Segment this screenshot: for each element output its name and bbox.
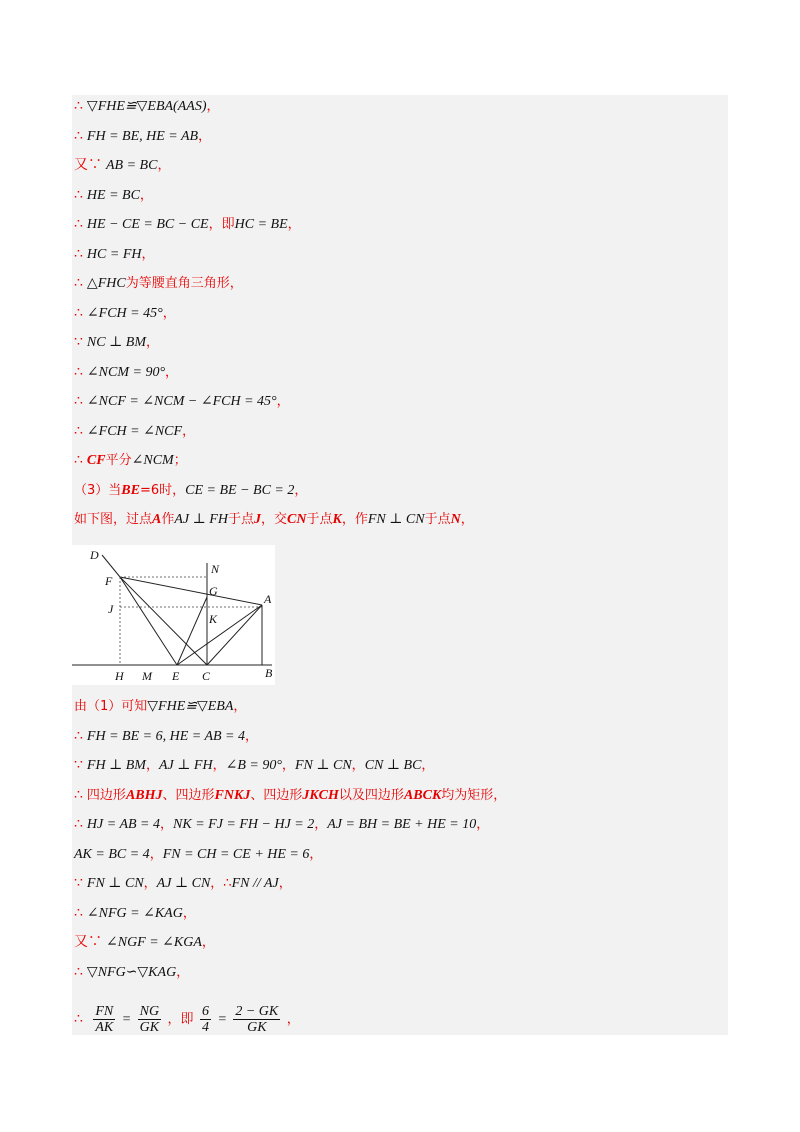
fraction-numerator: 6	[202, 1003, 209, 1019]
text-fragment: ，	[309, 846, 323, 862]
math-expression: HE − CE = BC − CE	[86, 217, 209, 232]
logic-symbol: ∴	[74, 786, 83, 803]
logic-symbol: ∴	[74, 275, 83, 291]
math-expression: N	[450, 512, 461, 527]
math-expression: AK = BC = 4	[74, 846, 150, 862]
math-expression: ∠B = 90°	[225, 758, 282, 773]
line-FC	[120, 577, 207, 665]
label-A: A	[264, 592, 272, 606]
text-fragment: ，	[143, 876, 157, 891]
logic-symbol: ∴	[74, 816, 83, 832]
text-fragment: 于点	[227, 512, 254, 527]
logic-symbol: ∵	[74, 875, 83, 891]
text-line	[74, 478, 307, 502]
text-fragment: =6时，	[139, 482, 186, 498]
text-fragment: ，	[233, 699, 247, 714]
text-fragment: ，	[476, 817, 490, 832]
math-expression: HE = BC	[86, 187, 140, 203]
text-fragment: ，	[314, 817, 328, 832]
text-line	[74, 812, 489, 836]
logic-symbol: ∴	[74, 304, 83, 321]
text-line	[74, 242, 155, 266]
logic-symbol: ∴	[74, 393, 83, 409]
text-fragment: ，	[198, 128, 212, 144]
text-fragment: ，交	[260, 512, 287, 527]
logic-symbol: ∵	[74, 334, 83, 350]
fraction-2-GK	[233, 1004, 280, 1035]
math-expression: HC = BE	[234, 217, 288, 232]
math-expression: JKCH	[302, 787, 339, 803]
math-expression: AJ = BH = BE + HE = 10	[327, 817, 477, 832]
math-expression: ∠NGF = ∠KGA	[106, 935, 202, 950]
math-expression: ∠FCH = ∠NCF	[86, 423, 183, 439]
math-expression: ∠FCH = 45°	[86, 305, 163, 321]
geometry-diagram	[72, 545, 275, 685]
text-fragment: ，	[145, 335, 159, 350]
math-expression: △FHC	[86, 276, 126, 291]
punctuation: ，	[286, 1012, 300, 1027]
math-expression: ABCK	[403, 787, 442, 803]
text-fragment: ，	[276, 394, 290, 409]
line-FE	[120, 577, 177, 665]
final-equation-line	[74, 1002, 300, 1036]
fraction-numerator: 2 − GK	[235, 1003, 279, 1019]
text-line	[74, 783, 506, 807]
fraction-numerator: FN	[95, 1003, 114, 1019]
fraction-denominator: GK	[139, 1019, 160, 1035]
math-expression: ABHJ	[125, 787, 163, 803]
math-expression: FH = BE = 6, HE = AB = 4	[86, 728, 245, 744]
text-line	[74, 930, 215, 954]
fraction-FN-AK	[93, 1004, 115, 1035]
label-J: J	[108, 602, 114, 616]
text-line	[74, 901, 196, 925]
math-expression: ∠NCM	[131, 453, 174, 468]
text-fragment: ，	[182, 423, 196, 439]
text-line	[74, 330, 159, 354]
math-expression: FNKJ	[214, 787, 251, 803]
text-line	[74, 694, 246, 718]
text-fragment: ，	[165, 364, 179, 380]
text-fragment: 为等腰直角三角形，	[125, 276, 243, 291]
logic-symbol: ∴	[74, 186, 83, 203]
math-expression: ▽FHE≌▽EBA	[147, 699, 234, 714]
text-fragment: ，	[294, 482, 308, 498]
text-fragment: ，	[145, 758, 159, 773]
text-line	[74, 271, 243, 295]
math-expression: CN	[287, 512, 307, 527]
fraction-denominator: 4	[202, 1019, 209, 1035]
text-line	[74, 183, 153, 207]
label-M: M	[142, 669, 152, 683]
math-expression: ∠NFG = ∠KAG	[86, 905, 183, 921]
logic-symbol: 又∵	[74, 157, 102, 173]
math-expression: AJ ⊥ FH	[158, 758, 213, 773]
text-line	[74, 389, 290, 413]
math-expression: AJ ⊥ CN	[156, 876, 211, 891]
text-fragment: 平分	[105, 453, 132, 468]
logic-symbol: ∴	[74, 727, 83, 744]
text-fragment: ，	[212, 758, 226, 773]
math-expression: CE = BE − BC = 2	[185, 482, 295, 498]
label-G: G	[209, 584, 218, 598]
text-fragment: ，	[201, 935, 215, 950]
math-expression: ∠NCF = ∠NCM − ∠FCH = 45°	[86, 394, 277, 409]
text-fragment: 由（1）可知	[74, 699, 148, 714]
text-fragment: ，	[351, 758, 365, 773]
math-expression: CF	[86, 453, 106, 468]
math-expression: ▽FHE≌▽EBA(AAS)	[86, 99, 207, 114]
math-expression: K	[332, 512, 342, 527]
text-fragment: ，	[149, 846, 163, 862]
math-expression: FN ⊥ CN	[294, 758, 352, 773]
text-line	[74, 124, 211, 148]
text-fragment: ，	[139, 187, 153, 203]
math-expression: NC ⊥ BM	[86, 335, 146, 350]
text-fragment: 以及四边形	[338, 787, 404, 803]
math-expression: FH ⊥ BM	[86, 758, 146, 773]
logic-symbol: ∵	[74, 757, 83, 773]
text-fragment: 、四边形	[250, 787, 303, 803]
text-line	[74, 301, 176, 325]
math-expression: FN = CH = CE + HE = 6	[162, 846, 310, 862]
text-fragment: 作	[161, 512, 175, 527]
label-E: E	[172, 669, 180, 683]
math-expression: HC = FH	[86, 246, 142, 262]
text-fragment: ，	[245, 728, 259, 744]
math-expression: HJ = AB = 4	[86, 817, 160, 832]
text-fragment: 四边形	[86, 787, 126, 803]
text-fragment: 于点	[306, 512, 333, 527]
math-expression: ∠NCM = 90°	[86, 364, 166, 380]
text-fragment: 如下图，过点	[74, 512, 153, 527]
logic-symbol: ∴	[74, 363, 83, 380]
text-fragment: ，	[278, 876, 292, 891]
logic-symbol: ∴	[74, 963, 83, 980]
math-expression: FN ⊥ CN	[86, 876, 144, 891]
math-expression: FN ⊥ CN	[367, 512, 425, 527]
text-fragment: ∴	[223, 876, 232, 891]
text-line	[74, 94, 220, 118]
equals-sign: =	[217, 1012, 227, 1027]
line-FA	[120, 577, 262, 605]
fraction-denominator: AK	[95, 1019, 114, 1035]
logic-symbol: ∴	[74, 452, 83, 468]
text-fragment: （3）当	[74, 482, 122, 498]
text-fragment: ，	[141, 246, 155, 262]
text-fragment: ，	[287, 217, 301, 232]
math-expression: FH = BE, HE = AB	[86, 128, 199, 144]
text-fragment: ，	[460, 512, 474, 527]
math-expression: A	[152, 512, 162, 527]
text-line	[74, 753, 434, 777]
logic-symbol: ∴	[74, 422, 83, 439]
text-fragment: ，	[160, 817, 174, 832]
fraction-6-4	[200, 1004, 211, 1035]
math-expression: ▽NFG∽▽KAG	[86, 964, 177, 980]
math-expression: AB = BC	[106, 158, 158, 173]
text-fragment: ，	[157, 158, 171, 173]
equals-sign: =	[121, 1012, 132, 1027]
text-fragment: 均为矩形，	[441, 787, 507, 803]
text-fragment: ，作	[341, 512, 368, 527]
text-fragment: ，	[162, 305, 176, 321]
therefore-symbol: ∴	[74, 1011, 83, 1027]
fraction-NG-GK	[138, 1004, 161, 1035]
logic-symbol: 又∵	[74, 934, 102, 950]
label-F: F	[105, 574, 113, 588]
text-fragment: ，	[281, 758, 295, 773]
label-C: C	[202, 669, 211, 683]
math-expression: J	[253, 512, 261, 527]
text-fragment: ，	[176, 964, 190, 980]
text-line	[74, 871, 292, 895]
text-fragment: ，	[206, 99, 220, 114]
fraction-numerator: NG	[139, 1003, 160, 1019]
label-N: N	[211, 562, 220, 576]
text-fragment: 于点	[424, 512, 451, 527]
logic-symbol: ∴	[74, 127, 83, 144]
connector-text: ，即	[167, 1012, 194, 1027]
text-line	[74, 448, 187, 472]
logic-symbol: ∴	[74, 98, 83, 114]
text-line	[74, 507, 474, 531]
math-expression: AJ ⊥ FH	[174, 512, 228, 527]
math-expression: NK = FJ = FH − HJ = 2	[173, 817, 315, 832]
text-line	[74, 724, 258, 748]
text-line	[74, 153, 170, 177]
text-fragment: ，	[210, 876, 224, 891]
math-expression: BE	[121, 482, 140, 498]
logic-symbol: ∴	[74, 904, 83, 921]
label-D: D	[90, 548, 99, 562]
label-H: H	[115, 669, 124, 683]
math-expression: FN // AJ	[231, 876, 279, 891]
text-line	[74, 360, 178, 384]
text-line	[74, 842, 322, 866]
text-line	[74, 960, 189, 984]
fraction-denominator: GK	[247, 1019, 267, 1035]
text-fragment: ，即	[208, 217, 235, 232]
text-line	[74, 419, 195, 443]
text-fragment: ，	[421, 758, 435, 773]
math-expression: CN ⊥ BC	[364, 758, 422, 773]
text-fragment: ，	[182, 905, 196, 921]
geometry-figure	[72, 545, 275, 685]
logic-symbol: ∴	[74, 245, 83, 262]
text-line	[74, 212, 301, 236]
text-fragment: 、四边形	[162, 787, 215, 803]
label-K: K	[209, 612, 218, 626]
logic-symbol: ∴	[74, 216, 83, 232]
text-fragment: ；	[173, 453, 187, 468]
label-B: B	[265, 666, 273, 680]
